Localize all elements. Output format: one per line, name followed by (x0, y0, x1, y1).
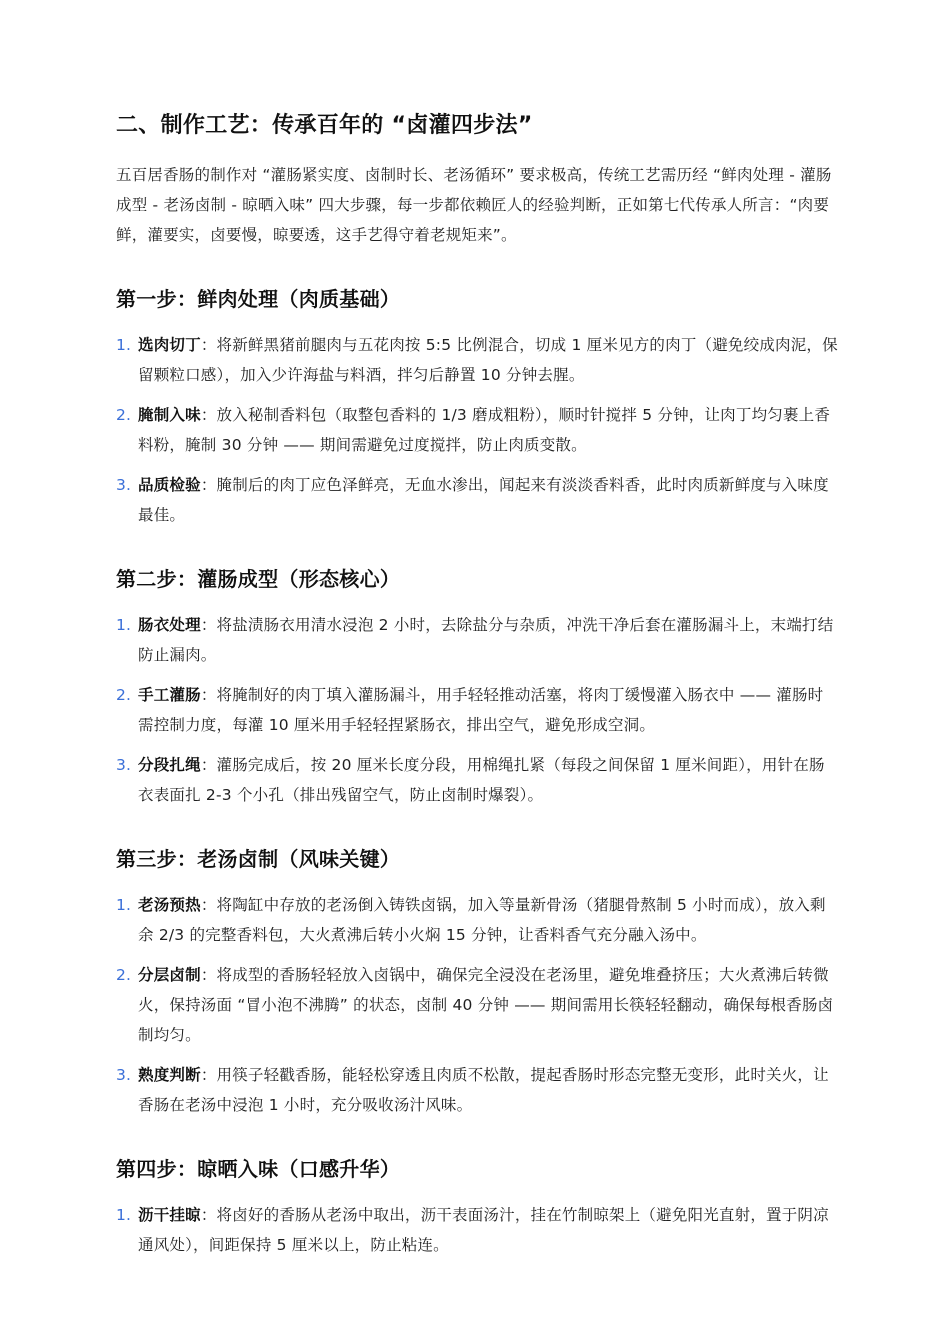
section-title: 二、制作工艺：传承百年的 “卤灌四步法” (116, 113, 533, 138)
list-number: 1. (116, 1206, 132, 1224)
list-item (116, 610, 838, 670)
item-term: 品质检验 (138, 476, 201, 494)
list-number: 1. (116, 616, 132, 634)
item-text: ：将盐渍肠衣用清水浸泡 2 小时，去除盐分与杂质，冲洗干净后套在灌肠漏斗上，末端打结防止漏肉。 (138, 616, 834, 664)
item-term: 老汤预热 (138, 896, 201, 914)
step-4-list (116, 1200, 838, 1260)
item-text: ：腌制后的肉丁应色泽鲜亮，无血水渗出，闻起来有淡淡香料香，此时肉质新鲜度与入味度最佳。 (138, 476, 829, 524)
item-term: 手工灌肠 (138, 686, 201, 704)
item-text: ：用筷子轻戳香肠，能轻松穿透且肉质不松散，提起香肠时形态完整无变形，此时关火，让香肠在老汤中浸泡 1 小时，充分吸收汤汁风味。 (138, 1066, 829, 1114)
item-text: ：将陶缸中存放的老汤倒入铸铁卤锅，加入等量新骨汤（猪腿骨熬制 5 小时而成），放入剩余 2/3 的完整香料包，大火煮沸后转小火焖 15 分钟，让香料香气充分融入汤中。 (138, 896, 826, 944)
list-number: 2. (116, 406, 132, 424)
list-item (116, 680, 838, 740)
item-term: 分段扎绳 (138, 756, 201, 774)
step-1-heading: 第一步：鲜肉处理（肉质基础） (116, 287, 401, 311)
list-number: 2. (116, 686, 132, 704)
item-term: 分层卤制 (138, 966, 201, 984)
document-page (116, 110, 838, 1260)
list-number: 3. (116, 476, 132, 494)
list-item (116, 1200, 838, 1260)
intro-paragraph: 五百居香肠的制作对 “灌肠紧实度、卤制时长、老汤循环” 要求极高，传统工艺需历经 “鲜肉处理 - 灌肠成型 - 老汤卤制 - 晾晒入味” 四大步骤，每一步都依赖匠人的经验判断，正如第七代传承人所言：“肉要鲜，灌要实，卤要慢，晾要透，这手艺得守着老规矩来”。 (116, 166, 832, 244)
item-text: ：将新鲜黑猪前腿肉与五花肉按 5:5 比例混合，切成 1 厘米见方的肉丁（避免绞成肉泥，保留颗粒口感），加入少许海盐与料酒，拌匀后静置 10 分钟去腥。 (138, 336, 838, 384)
step-2-heading: 第二步：灌肠成型（形态核心） (116, 567, 401, 591)
item-text: ：将腌制好的肉丁填入灌肠漏斗，用手轻轻推动活塞，将肉丁缓慢灌入肠衣中 —— 灌肠时需控制力度，每灌 10 厘米用手轻轻捏紧肠衣，排出空气，避免形成空洞。 (138, 686, 824, 734)
step-4-heading: 第四步：晾晒入味（口感升华） (116, 1157, 401, 1181)
step-2-list (116, 610, 838, 810)
list-item (116, 890, 838, 950)
list-number: 2. (116, 966, 132, 984)
step-3-list (116, 890, 838, 1120)
step-3-heading: 第三步：老汤卤制（风味关键） (116, 847, 401, 871)
list-number: 3. (116, 756, 132, 774)
item-text: ：将卤好的香肠从老汤中取出，沥干表面汤汁，挂在竹制晾架上（避免阳光直射，置于阴凉通风处），间距保持 5 厘米以上，防止粘连。 (138, 1206, 829, 1254)
list-item (116, 960, 838, 1050)
item-term: 熟度判断 (138, 1066, 201, 1084)
list-item (116, 470, 838, 530)
list-item (116, 400, 838, 460)
item-term: 选肉切丁 (138, 336, 201, 354)
item-text: ：放入秘制香料包（取整包香料的 1/3 磨成粗粉），顺时针搅拌 5 分钟，让肉丁均匀裹上香料粉，腌制 30 分钟 —— 期间需避免过度搅拌，防止肉质变散。 (138, 406, 831, 454)
list-number: 3. (116, 1066, 132, 1084)
list-item (116, 750, 838, 810)
list-number: 1. (116, 336, 132, 354)
list-item (116, 330, 838, 390)
step-1-list (116, 330, 838, 530)
item-term: 沥干挂晾 (138, 1206, 201, 1224)
list-number: 1. (116, 896, 132, 914)
list-item (116, 1060, 838, 1120)
item-text: ：灌肠完成后，按 20 厘米长度分段，用棉绳扎紧（每段之间保留 1 厘米间距），用针在肠衣表面扎 2-3 个小孔（排出残留空气，防止卤制时爆裂）。 (138, 756, 825, 804)
item-text: ：将成型的香肠轻轻放入卤锅中，确保完全浸没在老汤里，避免堆叠挤压；大火煮沸后转微火，保持汤面 “冒小泡不沸腾” 的状态，卤制 40 分钟 —— 期间需用长筷轻轻翻动，确保每根香肠卤制均匀。 (138, 966, 834, 1044)
item-term: 肠衣处理 (138, 616, 201, 634)
item-term: 腌制入味 (138, 406, 201, 424)
